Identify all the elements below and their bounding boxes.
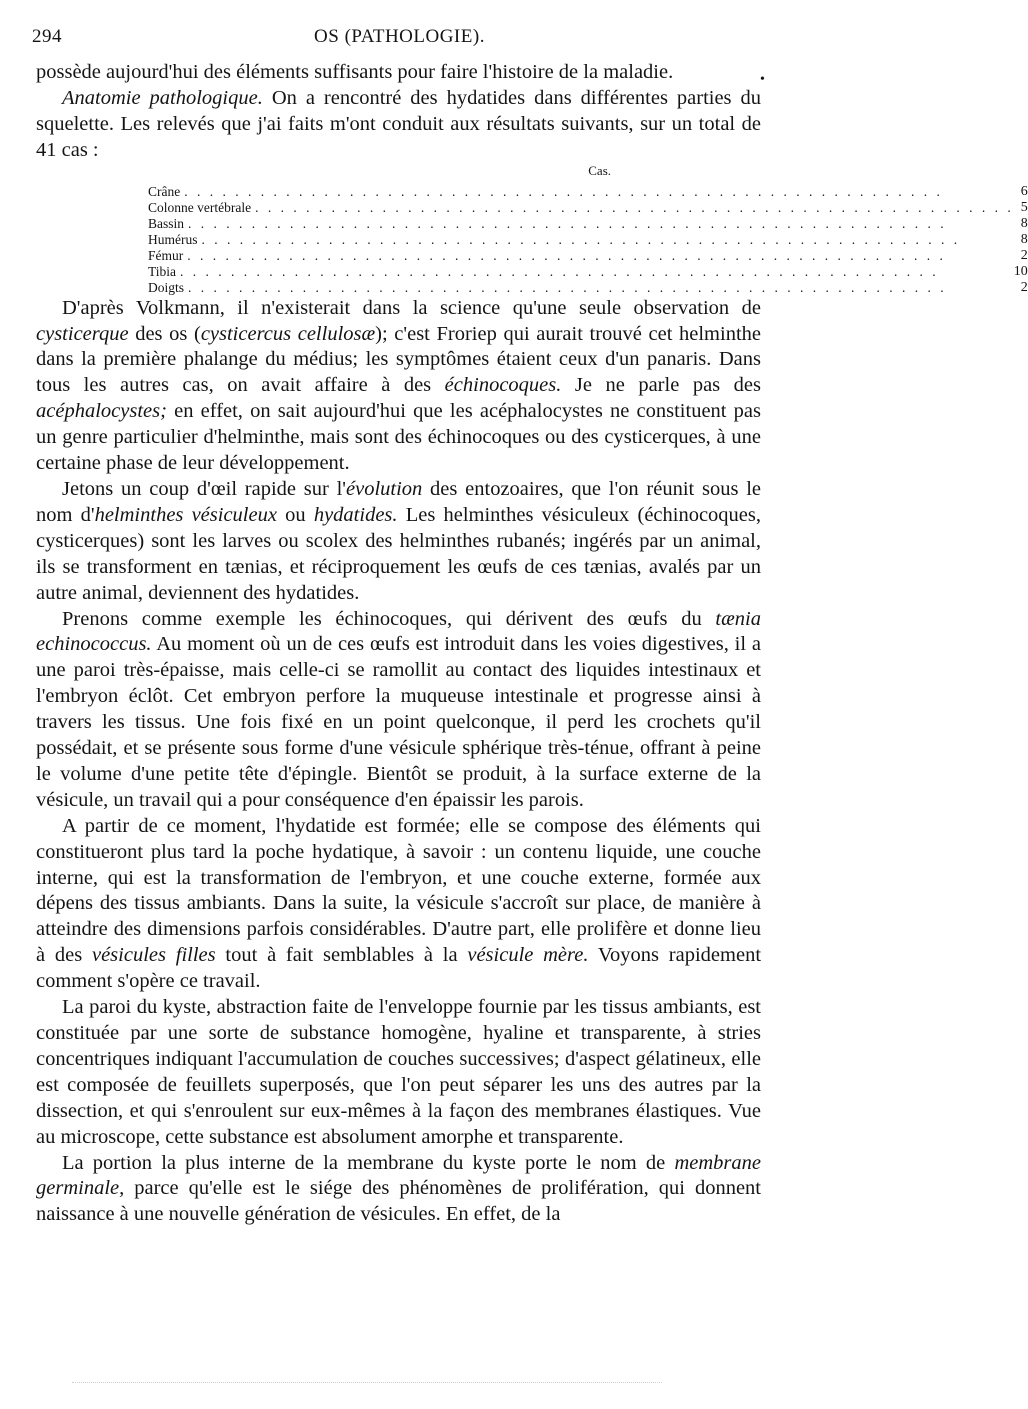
row-value: 8 (1020, 231, 1028, 247)
leader-dots: . . . . . . . . . . . . . . . . . . . . . . . . . . . . . . . . . . . . . . . . . . . . . . . . . . . . . . . . . . . . (188, 215, 947, 231)
leader-dots: . . . . . . . . . . . . . . . . . . . . . . . . . . . . . . . . . . . . . . . . . . . . . . . . . . . . . . . . . . . . (184, 183, 943, 199)
italic-text: cysticerque (36, 322, 129, 345)
row-value: 5 (1020, 199, 1028, 215)
footer-dotted-rule (72, 1382, 662, 1383)
text-run: ou (276, 503, 314, 526)
text-run: des entozoaires, que l'on réunit sous le nom d' (36, 477, 761, 526)
cases-table (148, 184, 1028, 296)
leader-dots: . . . . . . . . . . . . . . . . . . . . . . . . . . . . . . . . . . . . . . . . . . . . . . . . . . . . . . . . . . . . (180, 263, 939, 279)
table-row (148, 248, 1028, 264)
paragraph-paroi: La paroi du kyste, abstraction faite de l'enveloppe fournie par les tissus ambiants, est constituée par une sorte de substance homogène, hyaline et transparente, à stries concentriques indiquant l'accumulation de couches successives; d'aspect gélatineux, elle est composée de feuillets superposés, que l'on peut séparer les uns des autres par la dissection, et qui s'enroulent sur eux-mêmes à la façon des membranes élastiques. Vue au microscope, cette substance est absolument amorphe et transparente. (36, 996, 761, 1148)
row-value: 8 (1020, 215, 1028, 231)
section-heading-anatomie: Anatomie pathologique. (62, 86, 263, 109)
table-row (148, 232, 1028, 248)
running-header (32, 26, 767, 56)
italic-text: échinocoques. (444, 374, 562, 397)
italic-text: helminthes vésiculeux (94, 503, 277, 526)
text-run: Jetons un coup d'œil rapide sur l' (62, 477, 346, 500)
text-run: Je ne parle pas des (561, 374, 761, 397)
row-label: Doigts (148, 280, 188, 295)
page-body (36, 60, 1028, 1228)
table-row (148, 200, 1028, 216)
paragraph-membrane (36, 1151, 761, 1229)
paragraph-volkmann (36, 296, 761, 477)
row-label: Humérus (148, 232, 202, 247)
text-run: Les helminthes vésiculeux (échinocoques, cysticerques) sont les larves ou scolex des helminthes rubanés; ingérés par un animal, ils se transforment en tænias, et réciproquement les œufs de ces tænias, avalés par un autre animal, deviennent des hydatides. (36, 503, 762, 604)
text-run: Prenons comme exemple les échinocoques, qui dérivent des œufs du (62, 607, 716, 630)
italic-text: vésicules filles (91, 944, 216, 967)
italic-text: tænia echinococcus. (36, 607, 761, 656)
text-run: A partir de ce moment, l'hydatide est formée; elle se compose des éléments qui constitueront plus tard la poche hydatique, à savoir : un contenu liquide, une couche interne, qui est la transformation de l'embryon, et une couche externe, formée aux dépens des tissus ambiants. Dans la suite, la vésicule s'accroît sur place, de manière à atteindre des dimensions parfois considérables. D'autre part, elle prolifère et donne lieu à des (36, 814, 761, 967)
text-run: parce qu'elle est le siége des phénomènes de prolifération, qui donnent naissance à une nouvelle génération de vésicules. En effet, de la (36, 1177, 761, 1226)
italic-text: acéphalocystes; (36, 400, 167, 423)
row-value: 2 (1020, 279, 1028, 295)
italic-text: membrane germinale, (36, 1151, 761, 1200)
margin-bullet-icon: • (760, 72, 765, 87)
table-unit-header: Cas. (588, 162, 611, 178)
leader-dots: . . . . . . . . . . . . . . . . . . . . . . . . . . . . . . . . . . . . . . . . . . . . . . . . . . . . . . . . . . . . (255, 199, 1014, 215)
text-run: On a rencontré des hydatides dans différentes parties du squelette. Les relevés que j'ai faits m'ont conduit aux résultats suivants, sur un total de 41 cas : (36, 86, 762, 161)
paragraph-evolution (36, 477, 761, 607)
paragraph-hydatide (36, 814, 761, 995)
leader-dots: . . . . . . . . . . . . . . . . . . . . . . . . . . . . . . . . . . . . . . . . . . . . . . . . . . . . . . . . . . . . (188, 279, 947, 295)
text-run: ); c'est Froriep qui aurait trouvé cet helminthe dans la première phalange du médius; les symptômes étaient ceux d'un panaris. Dans tous les autres cas, on avait affaire à des (36, 322, 761, 397)
italic-text: vésicule mère. (467, 944, 589, 967)
page-number: 294 (32, 26, 62, 47)
row-label: Fémur (148, 248, 187, 263)
leader-dots: . . . . . . . . . . . . . . . . . . . . . . . . . . . . . . . . . . . . . . . . . . . . . . . . . . . . . . . . . . . . (187, 247, 946, 263)
row-value: 2 (1020, 247, 1028, 263)
paragraph-continuation: possède aujourd'hui des éléments suffisants pour faire l'histoire de la maladie. (36, 61, 674, 83)
table-row (148, 184, 1028, 200)
text-run: tout à fait semblables à la (215, 944, 468, 967)
italic-text: évolution (346, 477, 423, 500)
table-row (148, 264, 1028, 280)
table-row (148, 216, 1028, 232)
row-label: Tibia (148, 264, 180, 279)
leader-dots: . . . . . . . . . . . . . . . . . . . . . . . . . . . . . . . . . . . . . . . . . . . . . . . . . . . . . . . . . . . . (201, 231, 961, 247)
row-value: 6 (1020, 183, 1028, 199)
text-run: Au moment où un de ces œufs est introduit dans les voies digestives, il a une paroi très-épaisse, mais celle-ci se ramollit au contact des liquides intestinaux et l'embryon éclôt. Cet embryon perfore la muqueuse intestinale et progresse ainsi à travers les tissus. Une fois fixé en un point quelconque, il perd les crochets qu'il possédait, et se présente sous forme d'une vésicule sphérique très-ténue, offrant à peine le volume d'une petite tête d'épingle. Bientôt se produit, à la surface externe de la vésicule, un travail qui a pour conséquence d'en épaissir les parois. (36, 633, 761, 811)
italic-text: hydatides. (313, 503, 398, 526)
italic-text: cysticercus cellulosæ (200, 322, 376, 345)
paragraph-anatomie (36, 86, 761, 164)
row-value: 10 (1013, 263, 1028, 279)
text-run: La portion la plus interne de la membrane du kyste porte le nom de (62, 1151, 675, 1174)
table-row (148, 280, 1028, 296)
row-label: Bassin (148, 216, 188, 231)
text-run: D'après Volkmann, il n'existerait dans la science qu'une seule observation de (62, 296, 761, 319)
text-run: Voyons rapidement comment s'opère ce travail. (36, 944, 762, 993)
text-run: en effet, on sait aujourd'hui que les acéphalocystes ne constituent pas un genre particulier d'helminthe, mais sont des échinocoques ou des cysticerques, à une certaine phase de leur développement. (36, 400, 761, 475)
text-run: des os ( (128, 322, 201, 345)
paragraph-echinocoques (36, 607, 761, 814)
running-title: OS (PATHOLOGIE). (314, 26, 485, 47)
row-label: Colonne vertébrale (148, 200, 255, 215)
row-label: Crâne (148, 184, 184, 199)
